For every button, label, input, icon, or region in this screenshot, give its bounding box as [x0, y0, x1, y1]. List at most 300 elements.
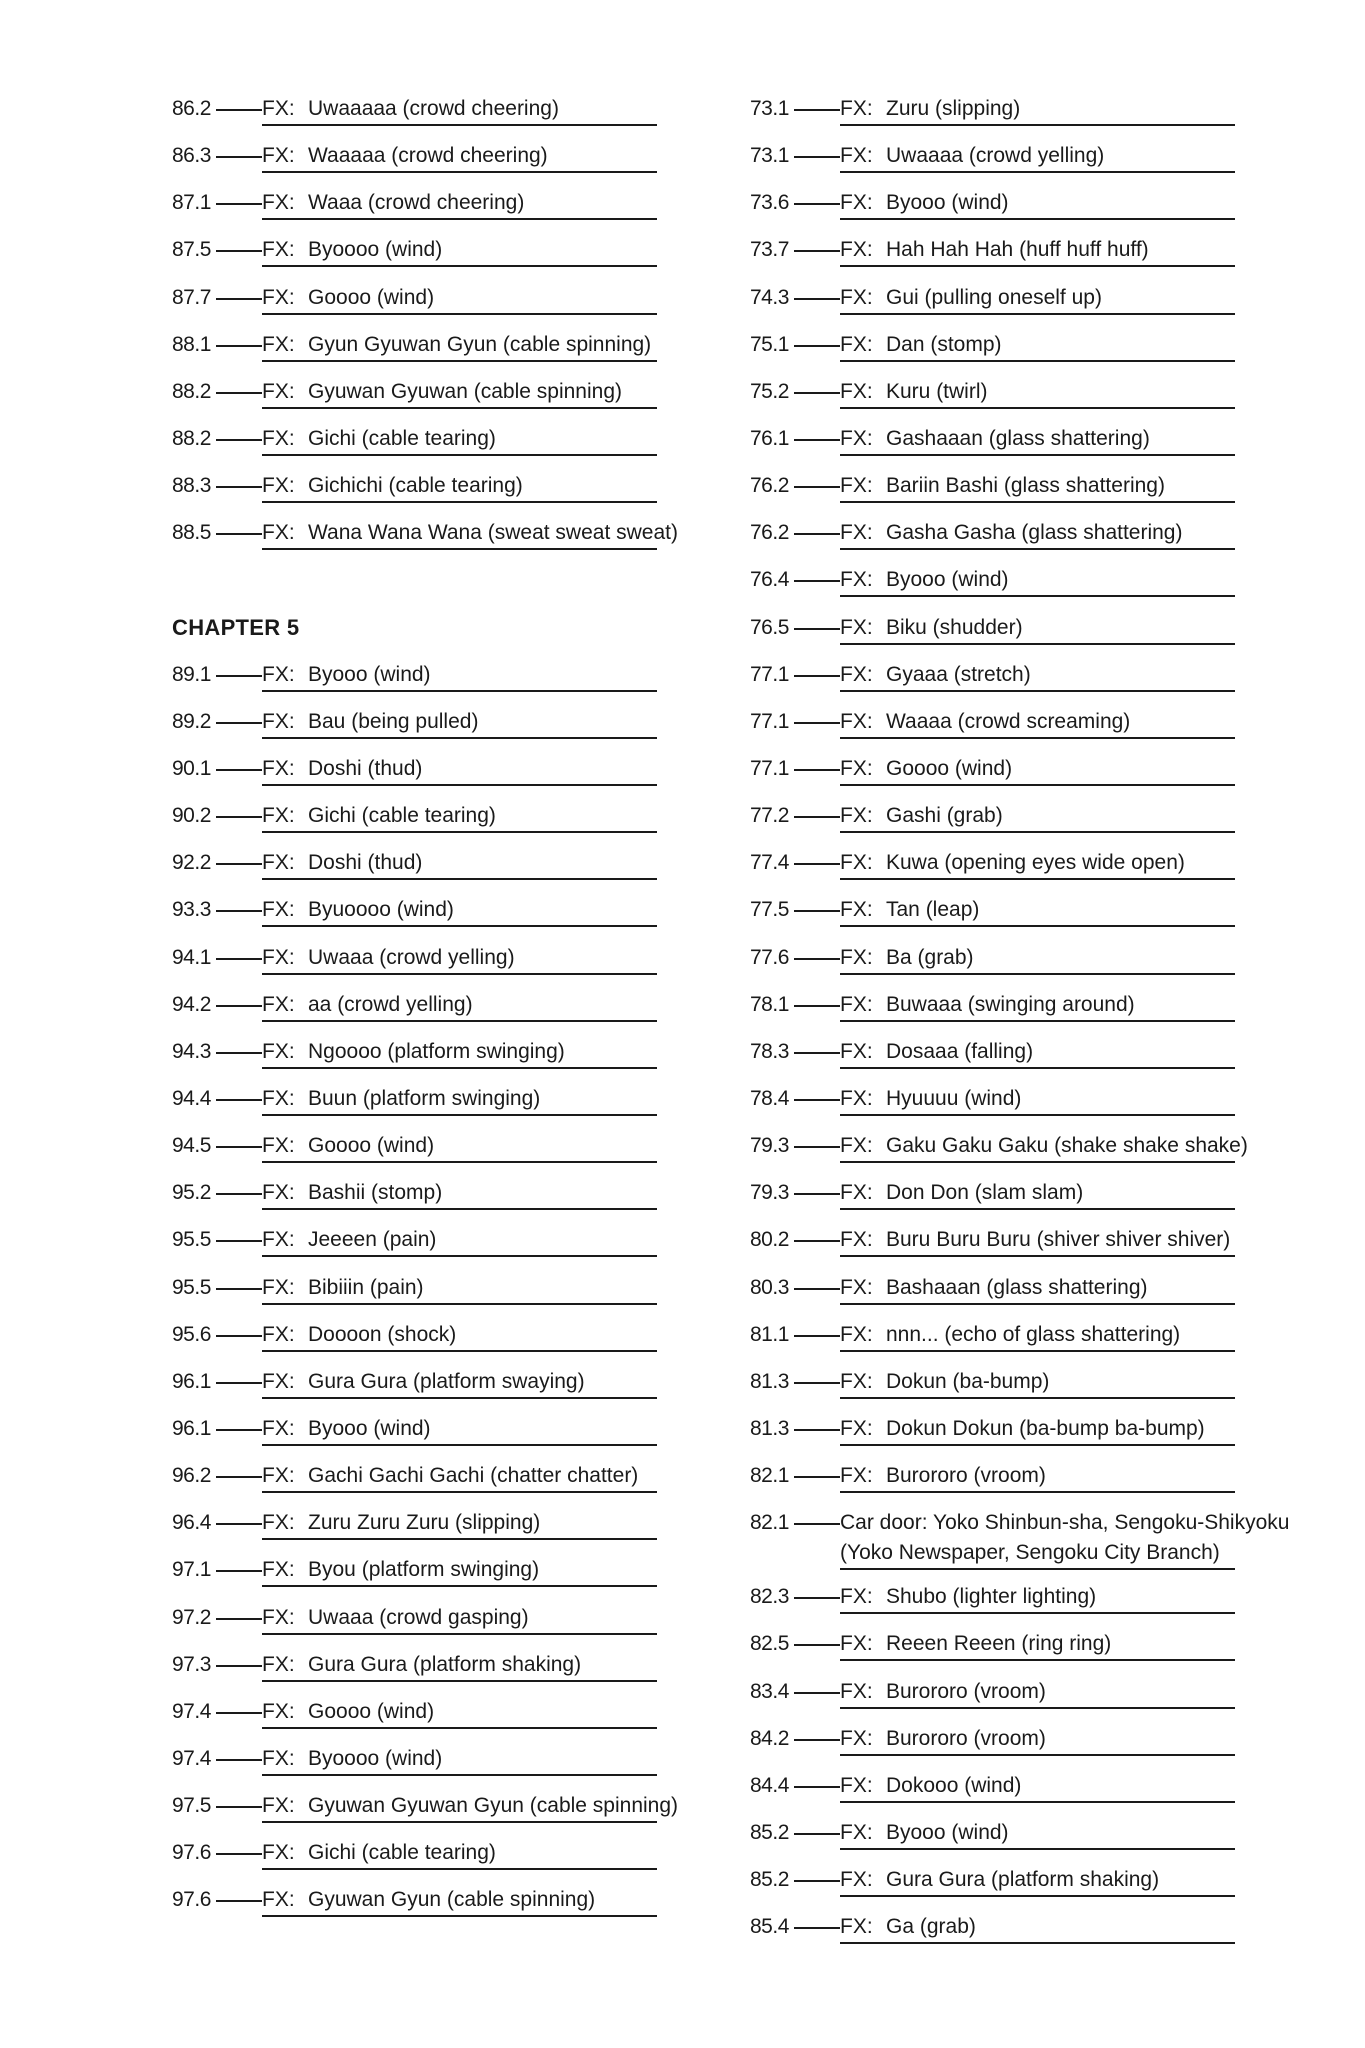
- fx-line: [262, 1178, 657, 1208]
- fx-line: [840, 283, 1235, 313]
- sound-effect-description: Kuru (twirl): [886, 379, 988, 403]
- fx-line: [262, 1367, 657, 1397]
- page-panel-number: 76.1: [750, 426, 789, 450]
- fx-entry: [172, 943, 515, 990]
- entry-text: [262, 1603, 657, 1635]
- fx-line: [262, 1320, 657, 1350]
- leader-rule: [216, 1759, 262, 1761]
- fx-label: FX:: [840, 898, 873, 922]
- page-panel-number: 77.1: [750, 756, 789, 780]
- fx-entry: [172, 801, 496, 848]
- leader-rule: [794, 1335, 840, 1337]
- fx-label: FX:: [262, 1039, 295, 1063]
- entry-text: [840, 565, 1235, 597]
- sound-effect-description: Dokun (ba-bump): [886, 1369, 1050, 1393]
- left-column: [172, 94, 679, 1932]
- sound-effect-description: Uwaaaa (crowd yelling): [886, 144, 1105, 168]
- page-panel-number: 89.2: [172, 709, 211, 733]
- entry-text: [840, 943, 1235, 975]
- leader-rule: [794, 863, 840, 865]
- sound-effect-description: Byooo (wind): [886, 191, 1009, 215]
- sound-effect-description: Buru Buru Buru (shiver shiver shiver): [886, 1228, 1231, 1252]
- fx-label: FX:: [840, 144, 873, 168]
- leader-rule: [794, 1833, 840, 1835]
- fx-entry: [172, 848, 423, 895]
- sound-effect-description: Byou (platform swinging): [308, 1558, 540, 1582]
- fx-line: [840, 188, 1235, 218]
- fx-label: FX:: [840, 1679, 873, 1703]
- sound-effect-description: Waaaaa (crowd cheering): [308, 144, 548, 168]
- leader-rule: [216, 1240, 262, 1242]
- page-panel-number: 83.4: [750, 1679, 789, 1703]
- entry-text: [262, 1791, 679, 1823]
- sound-effect-description: Gasha Gasha (glass shattering): [886, 521, 1183, 545]
- sound-effect-description: Kuwa (opening eyes wide open): [886, 851, 1185, 875]
- leader-rule: [216, 1618, 262, 1620]
- fx-line: [262, 188, 657, 218]
- leader-rule: [794, 250, 840, 252]
- page-panel-number: 92.2: [172, 851, 211, 875]
- fx-line: [262, 283, 657, 313]
- sound-effect-description: Byooo (wind): [308, 662, 431, 686]
- fx-line: [840, 471, 1235, 501]
- entry-text: [840, 283, 1235, 315]
- sound-effect-description: Goooo (wind): [308, 1699, 435, 1723]
- fx-line: [262, 1744, 657, 1774]
- fx-line: [840, 1865, 1235, 1895]
- sound-effect-description: aa (crowd yelling): [308, 992, 473, 1016]
- leader-rule: [216, 1099, 262, 1101]
- sound-effect-description: Hyuuuu (wind): [886, 1086, 1022, 1110]
- fx-entry: [172, 471, 523, 518]
- sound-effect-description: Bibiiin (pain): [308, 1275, 424, 1299]
- entry-text: [840, 141, 1235, 173]
- fx-label: FX:: [840, 709, 873, 733]
- fx-label: FX:: [262, 1511, 295, 1535]
- sound-effect-description: Reeen Reeen (ring ring): [886, 1632, 1112, 1656]
- fx-line: [840, 1724, 1235, 1754]
- page-panel-number: 73.6: [750, 191, 789, 215]
- page-panel-number: 78.3: [750, 1039, 789, 1063]
- fx-line: [840, 377, 1235, 407]
- fx-label: FX:: [840, 662, 873, 686]
- leader-rule: [216, 439, 262, 441]
- page-panel-number: 81.3: [750, 1369, 789, 1393]
- page-panel-number: 94.3: [172, 1039, 211, 1063]
- sound-effect-description: Gyuwan Gyuwan Gyun (cable spinning): [308, 1794, 679, 1818]
- fx-entry: [172, 141, 548, 188]
- fx-line: [262, 471, 657, 501]
- sound-effect-description: Goooo (wind): [308, 285, 435, 309]
- fx-label: FX:: [262, 1746, 295, 1770]
- leader-rule: [216, 250, 262, 252]
- fx-line: [262, 1791, 679, 1821]
- entry-text: [840, 94, 1235, 126]
- leader-rule: [794, 203, 840, 205]
- page-panel-number: 88.1: [172, 332, 211, 356]
- fx-label: FX:: [840, 945, 873, 969]
- page-panel-number: 87.5: [172, 238, 211, 262]
- leader-rule: [794, 1240, 840, 1242]
- sound-effect-description: Gichi (cable tearing): [308, 804, 496, 828]
- fx-entry: [172, 1697, 435, 1744]
- fx-line: [840, 707, 1235, 737]
- fx-label: FX:: [840, 851, 873, 875]
- leader-rule: [794, 1597, 840, 1599]
- fx-label: FX:: [262, 662, 295, 686]
- fx-label: FX:: [262, 1322, 295, 1346]
- entry-text: [840, 1320, 1235, 1352]
- sound-effect-description: Doshi (thud): [308, 756, 423, 780]
- page-panel-number: 95.2: [172, 1181, 211, 1205]
- page-panel-number: 96.4: [172, 1511, 211, 1535]
- fx-line: [840, 235, 1235, 265]
- entry-text: [262, 1461, 657, 1493]
- page-panel-number: 90.1: [172, 756, 211, 780]
- entry-text: [262, 141, 657, 173]
- page-panel-number: 87.7: [172, 285, 211, 309]
- fx-line: [262, 1697, 657, 1727]
- fx-line: [262, 424, 657, 454]
- leader-rule: [216, 1382, 262, 1384]
- fx-entry: [172, 188, 525, 235]
- sound-effect-description: Gura Gura (platform swaying): [308, 1369, 585, 1393]
- sound-effect-description: Dokun Dokun (ba-bump ba-bump): [886, 1416, 1205, 1440]
- leader-rule: [794, 722, 840, 724]
- sound-effect-description: Wana Wana Wana (sweat sweat sweat): [308, 521, 678, 545]
- fx-label: FX:: [840, 1086, 873, 1110]
- page-panel-number: 97.6: [172, 1888, 211, 1912]
- sound-effect-description: Gichi (cable tearing): [308, 426, 496, 450]
- page-panel-number: 94.5: [172, 1134, 211, 1158]
- fx-line: [262, 1650, 657, 1680]
- page-panel-number: 76.2: [750, 521, 789, 545]
- sound-effect-description: Burororo (vroom): [886, 1679, 1046, 1703]
- fx-entry: [172, 660, 431, 707]
- leader-rule: [794, 1005, 840, 1007]
- entry-text: [262, 94, 657, 126]
- entry-text: [262, 330, 657, 362]
- leader-rule: [216, 1052, 262, 1054]
- fx-line: [262, 848, 657, 878]
- page-panel-number: 87.1: [172, 191, 211, 215]
- page-panel-number: 82.1: [750, 1464, 789, 1488]
- sound-effect-description: Gaku Gaku Gaku (shake shake shake): [886, 1134, 1248, 1158]
- page-panel-number: 77.5: [750, 898, 789, 922]
- sound-effect-description: Shubo (lighter lighting): [886, 1585, 1097, 1609]
- fx-line: [840, 660, 1235, 690]
- fx-label: FX:: [262, 898, 295, 922]
- sound-effect-description: Bashaaan (glass shattering): [886, 1275, 1148, 1299]
- leader-rule: [216, 1476, 262, 1478]
- entry-text: [262, 1320, 657, 1352]
- entry-text: [262, 1650, 657, 1682]
- fx-label: FX:: [840, 521, 873, 545]
- fx-label: FX:: [840, 1915, 873, 1939]
- page-panel-number: 77.6: [750, 945, 789, 969]
- entry-text: [262, 1131, 657, 1163]
- entry-text: [840, 377, 1235, 409]
- fx-entry: [172, 235, 443, 282]
- sound-effect-description: Gura Gura (platform shaking): [308, 1652, 582, 1676]
- fx-line: [262, 1225, 657, 1255]
- leader-rule: [794, 1692, 840, 1694]
- fx-entry: [172, 283, 435, 330]
- leader-rule: [794, 628, 840, 630]
- fx-entry: [172, 94, 559, 141]
- fx-line: [262, 235, 657, 265]
- fx-line: [840, 1320, 1235, 1350]
- entry-text: [840, 707, 1235, 739]
- leader-rule: [216, 533, 262, 535]
- fx-entry: [172, 1084, 541, 1131]
- sound-effect-description: Uwaaa (crowd gasping): [308, 1605, 529, 1629]
- leader-rule: [794, 1193, 840, 1195]
- sound-effect-description: Dokooo (wind): [886, 1773, 1022, 1797]
- sound-effect-description: Burororo (vroom): [886, 1726, 1046, 1750]
- fx-label: FX:: [840, 1464, 873, 1488]
- leader-rule: [794, 392, 840, 394]
- fx-entry: [172, 1555, 540, 1602]
- leader-rule: [216, 1853, 262, 1855]
- entry-text: [840, 1273, 1235, 1305]
- leader-rule: [216, 203, 262, 205]
- page-panel-number: 88.5: [172, 521, 211, 545]
- sound-effect-description: Jeeeen (pain): [308, 1228, 437, 1252]
- entry-text: [262, 1367, 657, 1399]
- leader-rule: [794, 580, 840, 582]
- fx-label: FX:: [840, 1773, 873, 1797]
- fx-entry: [172, 1603, 529, 1650]
- page-panel-number: 95.6: [172, 1322, 211, 1346]
- fx-entry: [172, 707, 479, 754]
- fx-entry: [172, 330, 652, 377]
- leader-rule: [216, 769, 262, 771]
- leader-rule: [794, 1739, 840, 1741]
- fx-line: [262, 754, 657, 784]
- page-panel-number: 80.3: [750, 1275, 789, 1299]
- fx-line: [840, 141, 1235, 171]
- fx-line: [262, 660, 657, 690]
- sound-effect-description: Gui (pulling oneself up): [886, 285, 1102, 309]
- page-panel-number: 97.6: [172, 1841, 211, 1865]
- sound-effect-description: Doshi (thud): [308, 851, 423, 875]
- fx-label: FX:: [262, 1181, 295, 1205]
- page-panel-number: 94.4: [172, 1086, 211, 1110]
- fx-label: FX:: [262, 521, 295, 545]
- entry-text: [262, 471, 657, 503]
- page-panel-number: 97.2: [172, 1605, 211, 1629]
- entry-text: [840, 330, 1235, 362]
- fx-label: FX:: [262, 379, 295, 403]
- page-panel-number: 76.2: [750, 474, 789, 498]
- fx-line: [840, 1037, 1235, 1067]
- entry-text: [262, 707, 657, 739]
- leader-rule: [794, 109, 840, 111]
- fx-label: FX:: [262, 285, 295, 309]
- fx-label: FX:: [840, 1275, 873, 1299]
- fx-label: FX:: [840, 1585, 873, 1609]
- sound-effect-description: Doooon (shock): [308, 1322, 457, 1346]
- fx-line: [840, 1225, 1235, 1255]
- page-panel-number: 76.5: [750, 615, 789, 639]
- sound-effect-description: Bashii (stomp): [308, 1181, 443, 1205]
- sound-effect-description: Don Don (slam slam): [886, 1181, 1084, 1205]
- entry-text: [840, 1084, 1235, 1116]
- page-panel-number: 85.2: [750, 1820, 789, 1844]
- entry-text: [840, 801, 1235, 833]
- entry-text: [840, 1818, 1235, 1850]
- fx-line: [262, 141, 657, 171]
- sound-effect-description: Byoooo (wind): [308, 238, 443, 262]
- entry-text: [262, 1037, 657, 1069]
- fx-line: [262, 1461, 657, 1491]
- entry-text: [262, 377, 657, 409]
- page-panel-number: 81.1: [750, 1322, 789, 1346]
- fx-entry: [172, 1225, 437, 1272]
- fx-entry: [172, 990, 473, 1037]
- fx-label: FX:: [262, 1369, 295, 1393]
- page-panel-number: 88.3: [172, 474, 211, 498]
- fx-label: FX:: [840, 1416, 873, 1440]
- fx-label: FX:: [262, 97, 295, 120]
- entry-text: [840, 754, 1235, 786]
- fx-label: FX:: [840, 1632, 873, 1656]
- fx-label: FX:: [840, 615, 873, 639]
- fx-label: FX:: [840, 1369, 873, 1393]
- fx-label: FX:: [262, 1416, 295, 1440]
- fx-line: [262, 518, 678, 548]
- fx-line: [262, 1084, 657, 1114]
- fx-label: FX:: [840, 191, 873, 215]
- entry-text: [840, 1582, 1235, 1614]
- leader-rule: [216, 486, 262, 488]
- entry-text: [262, 1744, 657, 1776]
- page-panel-number: 94.2: [172, 992, 211, 1016]
- fx-line: [262, 707, 657, 737]
- page-panel-number: 82.1: [750, 1511, 789, 1535]
- leader-rule: [216, 816, 262, 818]
- fx-line: [262, 330, 657, 360]
- leader-rule: [216, 298, 262, 300]
- fx-label: FX:: [840, 1868, 873, 1892]
- entry-text: [840, 1508, 1290, 1570]
- sound-effect-description: Byooo (wind): [886, 1820, 1009, 1844]
- entry-text: [262, 1273, 657, 1305]
- fx-entry: [172, 1461, 639, 1508]
- fx-line: [840, 330, 1235, 360]
- leader-rule: [794, 1880, 840, 1882]
- page-panel-number: 82.5: [750, 1632, 789, 1656]
- leader-rule: [794, 1052, 840, 1054]
- entry-text: [840, 895, 1235, 927]
- page-panel-number: 77.4: [750, 851, 789, 875]
- sound-effect-description: Bau (being pulled): [308, 709, 479, 733]
- entry-text: [840, 1414, 1235, 1446]
- fx-label: FX:: [840, 1039, 873, 1063]
- leader-rule: [216, 675, 262, 677]
- sound-effect-description: Burororo (vroom): [886, 1464, 1046, 1488]
- fx-line: [840, 518, 1235, 548]
- sound-effect-description: Ga (grab): [886, 1915, 976, 1939]
- leader-rule: [794, 816, 840, 818]
- entry-text: [262, 1414, 657, 1446]
- fx-label: FX:: [840, 97, 873, 120]
- fx-line: [840, 754, 1235, 784]
- leader-rule: [216, 345, 262, 347]
- sound-effect-description: Gashaaan (glass shattering): [886, 426, 1150, 450]
- leader-rule: [216, 910, 262, 912]
- leader-rule: [794, 486, 840, 488]
- sound-effect-description: Ba (grab): [886, 945, 974, 969]
- sound-effect-description: Uwaaaaa (crowd cheering): [308, 97, 559, 120]
- fx-line: [840, 895, 1235, 925]
- page-panel-number: 79.3: [750, 1134, 789, 1158]
- leader-rule: [794, 439, 840, 441]
- leader-rule: [794, 1382, 840, 1384]
- entry-text: [840, 660, 1235, 692]
- leader-rule: [216, 1335, 262, 1337]
- entry-text: [262, 1084, 657, 1116]
- page-panel-number: 75.1: [750, 332, 789, 356]
- entry-text: [262, 660, 657, 692]
- entry-text: [262, 1885, 657, 1917]
- fx-line: [840, 990, 1235, 1020]
- leader-rule: [216, 109, 262, 111]
- page-panel-number: 73.7: [750, 238, 789, 262]
- leader-rule: [216, 1900, 262, 1902]
- fx-label: FX:: [262, 1228, 295, 1252]
- leader-rule: [794, 1288, 840, 1290]
- sound-effect-description: Buwaaa (swinging around): [886, 992, 1135, 1016]
- sound-effect-description: Byuoooo (wind): [308, 898, 454, 922]
- leader-rule: [794, 1786, 840, 1788]
- page-panel-number: 73.1: [750, 97, 789, 120]
- fx-line: [840, 613, 1235, 643]
- page-panel-number: 79.3: [750, 1181, 789, 1205]
- fx-label: FX:: [840, 1726, 873, 1750]
- fx-line: [262, 1885, 657, 1915]
- fx-entry: [172, 1131, 435, 1178]
- leader-rule: [216, 722, 262, 724]
- entry-text: [840, 848, 1235, 880]
- leader-rule: [794, 533, 840, 535]
- fx-label: FX:: [840, 756, 873, 780]
- fx-line: [840, 1912, 1235, 1942]
- page-panel-number: 96.1: [172, 1416, 211, 1440]
- fx-line: [262, 990, 657, 1020]
- entry-text: [262, 235, 657, 267]
- sound-effect-description: Byooo (wind): [308, 1416, 431, 1440]
- leader-rule: [216, 863, 262, 865]
- fx-line: [840, 1414, 1235, 1444]
- entry-text: [262, 518, 678, 550]
- leader-rule: [216, 1288, 262, 1290]
- fx-line: [840, 1771, 1235, 1801]
- fx-label: FX:: [262, 1134, 295, 1158]
- fx-label: FX:: [840, 332, 873, 356]
- fx-line: [840, 424, 1235, 454]
- leader-rule: [216, 1523, 262, 1525]
- fx-label: FX:: [840, 426, 873, 450]
- fx-line: [840, 1629, 1235, 1659]
- entry-text: [262, 1178, 657, 1210]
- entry-text: [840, 1131, 1248, 1163]
- leader-rule: [794, 1476, 840, 1478]
- sound-effect-description: Dan (stomp): [886, 332, 1002, 356]
- entry-text: [840, 1912, 1235, 1944]
- spacer: [172, 565, 299, 612]
